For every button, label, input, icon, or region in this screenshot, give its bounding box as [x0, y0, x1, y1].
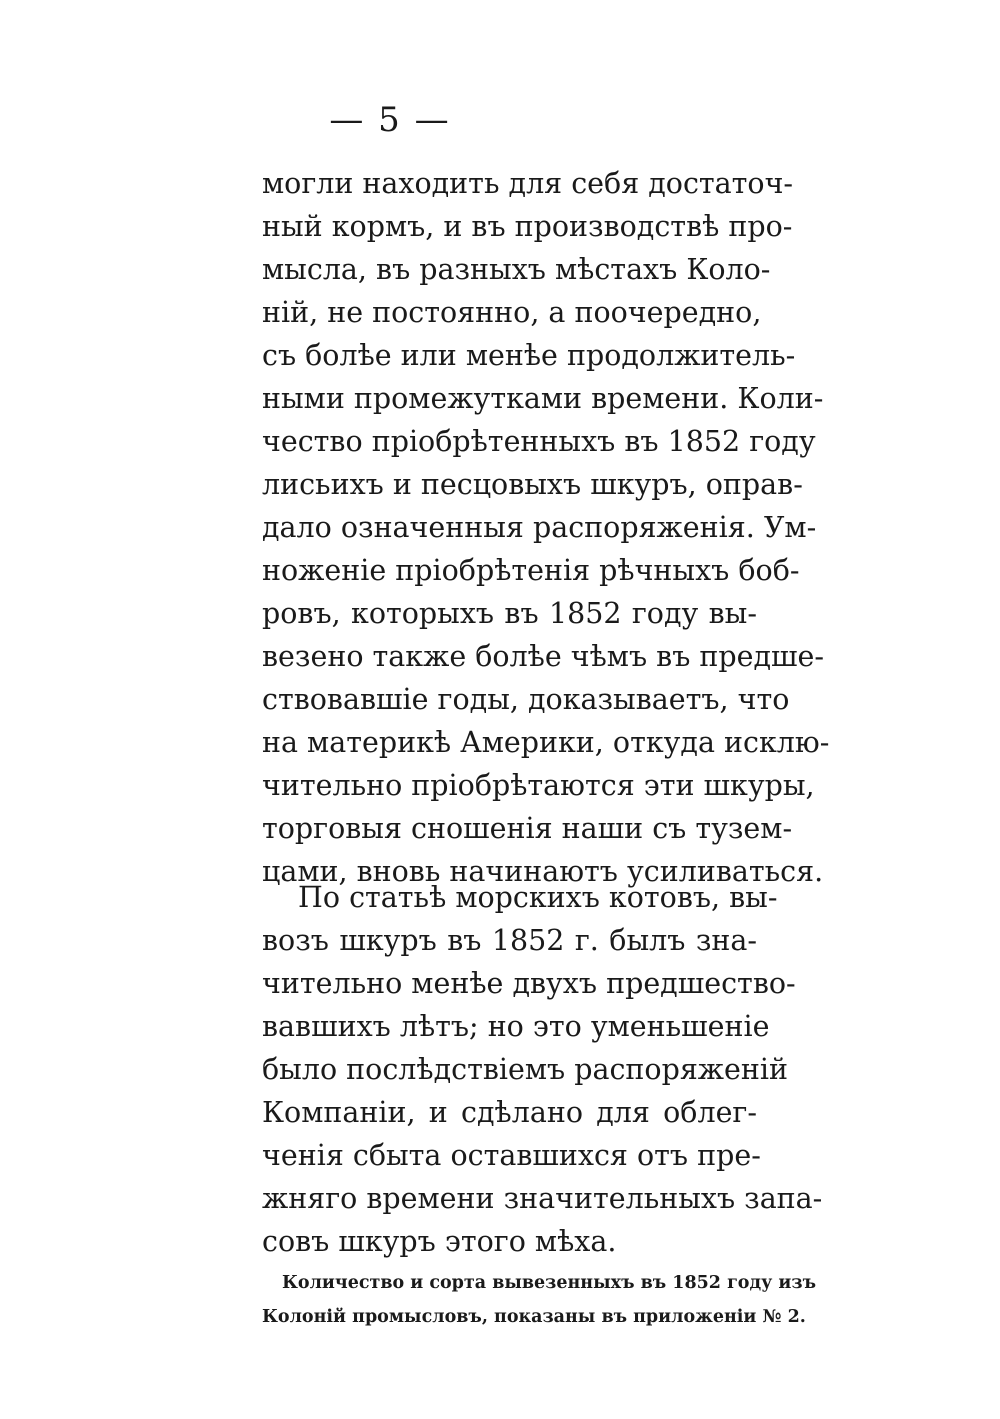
footnote-line: Количество и сорта вывезенныхъ въ 1852 году изъ: [282, 1273, 816, 1293]
paragraph-2: [262, 876, 823, 1263]
text-line: на материкѣ Америки, откуда исклю-: [262, 726, 830, 759]
text-line: чительно пріобрѣтаются эти шкуры,: [262, 769, 815, 802]
text-line: мысла, въ разныхъ мѣстахъ Коло-: [262, 253, 771, 286]
text-line: цами, вновь начинаютъ усиливаться.: [262, 855, 824, 888]
text-line: вавшихъ лѣтъ; но это уменьшеніе: [262, 1010, 770, 1043]
text-line: По статьѣ морскихъ котовъ, вы-: [298, 881, 778, 914]
text-line: лисьихъ и песцовыхъ шкуръ, оправ-: [262, 468, 803, 501]
text-line: чительно менѣе двухъ предшество-: [262, 967, 796, 1000]
text-line: могли находить для себя достаточ-: [262, 167, 794, 200]
text-line: чество пріобрѣтенныхъ въ 1852 году: [262, 425, 816, 458]
text-line: ноженіе пріобрѣтенія рѣчныхъ боб-: [262, 554, 800, 587]
text-line: жняго времени значительныхъ запа-: [262, 1182, 823, 1215]
text-line: было послѣдствіемъ распоряженій: [262, 1053, 788, 1086]
text-line: везено также болѣе чѣмъ въ предше-: [262, 640, 825, 673]
footnote: [262, 1266, 816, 1334]
text-line: дало означенныя распоряженія. Ум-: [262, 511, 817, 544]
page-number: — 5 —: [329, 100, 451, 140]
text-line: возъ шкуръ въ 1852 г. былъ зна-: [262, 924, 757, 957]
text-line: торговыя сношенія наши съ тузем-: [262, 812, 793, 845]
paragraph-1: [262, 162, 830, 893]
text-line: Компаніи, и сдѣлано для облег-: [262, 1096, 757, 1129]
text-line: ченія сбыта оставшихся отъ пре-: [262, 1139, 761, 1172]
text-line: совъ шкуръ этого мѣха.: [262, 1225, 617, 1258]
text-line: съ болѣе или менѣе продолжитель-: [262, 339, 796, 372]
footnote-line: Колоній промысловъ, показаны въ приложеніи № 2.: [262, 1307, 806, 1327]
text-line: ній, не постоянно, а поочередно,: [262, 296, 762, 329]
text-line: ными промежутками времени. Коли-: [262, 382, 824, 415]
text-line: ствовавшіе годы, доказываетъ, что: [262, 683, 790, 716]
text-line: ный кормъ, и въ производствѣ про-: [262, 210, 793, 243]
text-line: ровъ, которыхъ въ 1852 году вы-: [262, 597, 757, 630]
